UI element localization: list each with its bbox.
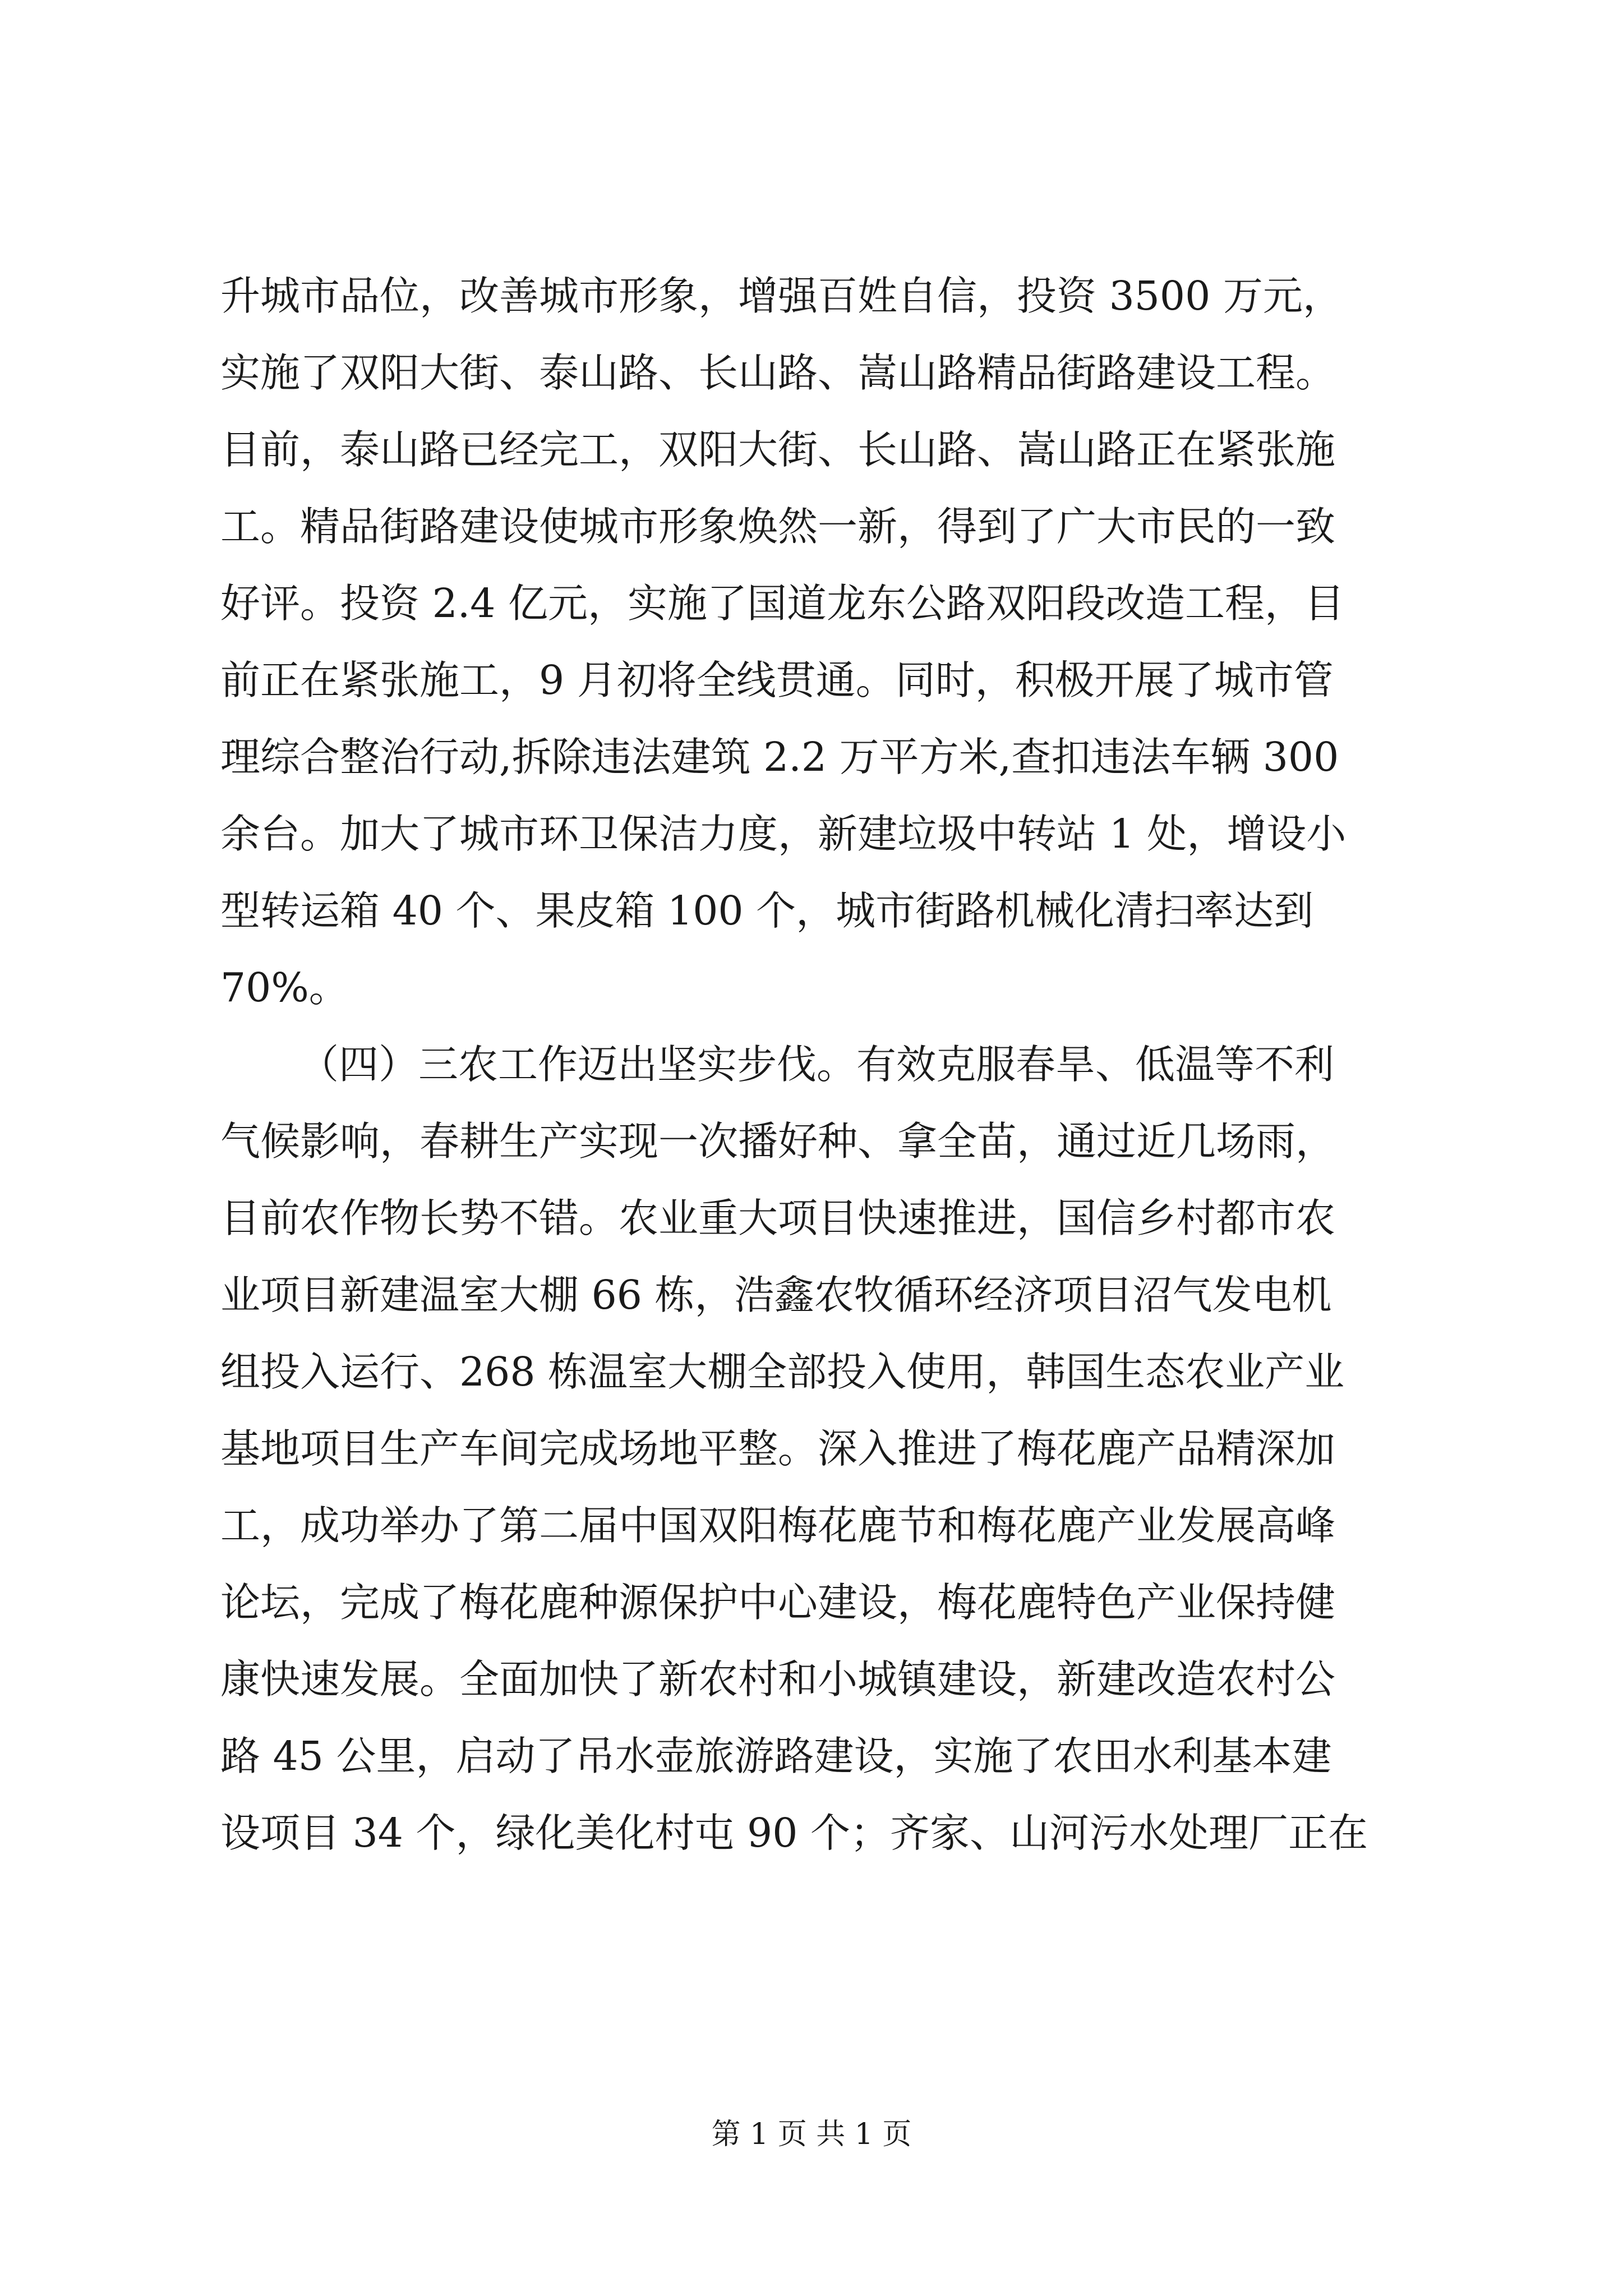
text-line: 业项目新建温室大棚 66 栋，浩鑫农牧循环经济项目沼气发电机 — [220, 1272, 1332, 1318]
text-line: 好评。投资 2.4 亿元，实施了国道龙东公路双阳段改造工程，目 — [220, 580, 1345, 627]
text-line: 工。精品街路建设使城市形象焕然一新，得到了广大市民的一致 — [220, 503, 1336, 550]
text-line: 康快速发展。全面加快了新农村和小城镇建设，新建改造农村公 — [220, 1656, 1336, 1703]
text-line: 工，成功举办了第二届中国双阳梅花鹿节和梅花鹿产业发展高峰 — [220, 1502, 1336, 1549]
text-line: 论坛，完成了梅花鹿种源保护中心建设，梅花鹿特色产业保持健 — [220, 1579, 1336, 1626]
text-line: 前正在紧张施工，9 月初将全线贯通。同时，积极开展了城市管 — [220, 657, 1334, 703]
paragraph-start-line: （四）三农工作迈出坚实步伐。有效克服春旱、低温等不利 — [299, 1041, 1335, 1088]
text-line: 路 45 公里，启动了吊水壶旅游路建设，实施了农田水利基本建 — [220, 1733, 1332, 1779]
text-line: 余台。加大了城市环卫保洁力度，新建垃圾中转站 1 处，增设小 — [220, 811, 1347, 857]
text-line: 70%。 — [220, 964, 349, 1011]
text-line: 实施了双阳大街、泰山路、长山路、嵩山路精品街路建设工程。 — [220, 349, 1336, 396]
text-line: 组投入运行、268 栋温室大棚全部投入使用，韩国生态农业产业 — [220, 1349, 1345, 1395]
text-line: 目前，泰山路已经完工，双阳大街、长山路、嵩山路正在紧张施 — [220, 426, 1336, 473]
text-line: 理综合整治行动,拆除违法建筑 2.2 万平方米,查扣违法车辆 300 — [220, 734, 1339, 780]
text-line: 目前农作物长势不错。农业重大项目快速推进，国信乡村都市农 — [220, 1195, 1336, 1241]
page-footer: 第 1 页 共 1 页 — [711, 2118, 912, 2151]
text-line: 气候影响，春耕生产实现一次播好种、拿全苗，通过近几场雨， — [220, 1118, 1336, 1165]
text-line: 型转运箱 40 个、果皮箱 100 个，城市街路机械化清扫率达到 — [220, 887, 1314, 934]
text-line: 设项目 34 个，绿化美化村屯 90 个；齐家、山河污水处理厂正在 — [220, 1810, 1368, 1856]
text-line: 升城市品位，改善城市形象，增强百姓自信，投资 3500 万元， — [220, 273, 1343, 319]
text-line: 基地项目生产车间完成场地平整。深入推进了梅花鹿产品精深加 — [220, 1425, 1336, 1472]
